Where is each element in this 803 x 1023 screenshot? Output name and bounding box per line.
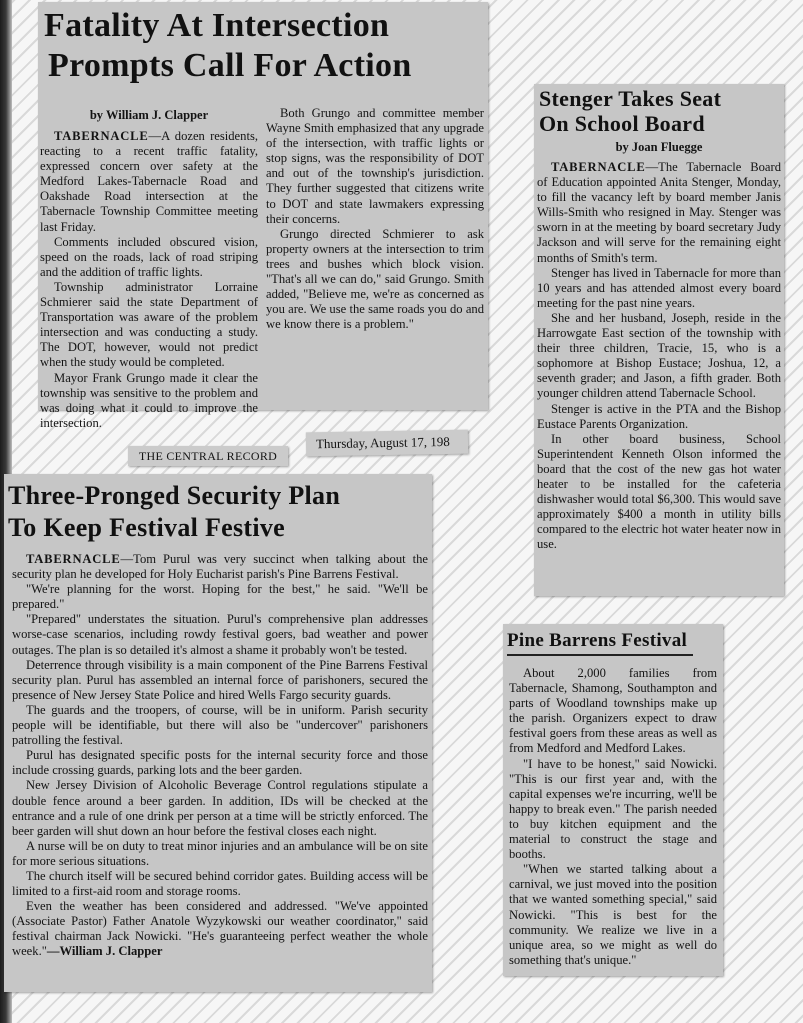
- fatality-para-3: Township administrator Lorraine Schmierer said the state Department of Transportation was aware of the problem intersection and was conducting a study. The DOT, however, would not predict when the study would be completed.: [40, 279, 258, 370]
- stenger-byline: by Joan Fluegge: [615, 140, 703, 154]
- paper-name: THE CENTRAL RECORD: [138, 449, 278, 463]
- fatality-byline: by William J. Clapper: [89, 108, 209, 122]
- fatality-para-5: Both Grungo and committee member Wayne Smith emphasized that any upgrade of the intersection, with traffic lights or stop signs, was the responsibility of DOT and out of the township's jurisdiction. They further suggested that citizens write to DOT and state lawmakers expressing their concerns.: [266, 106, 484, 226]
- pine-barrens-para-2: "I have to be honest," said Nowicki. "This is our first year and, with the capital expenses we're incurring, we'll be happy to break even." The parish needed to buy kitchen equipment and the material to construct the stage and booths.: [509, 756, 717, 862]
- security-para-6: Purul has designated specific posts for the internal security force and those include crossing guards, parking lots and the beer garden.: [12, 748, 428, 778]
- fatality-column-1: [40, 108, 258, 431]
- stenger-para-2: Stenger has lived in Tabernacle for more than 10 years and has attended almost every board meeting for the past nine years.: [537, 265, 781, 310]
- paper-name-clip: [128, 446, 288, 466]
- security-para-5: The guards and the troopers, of course, will be in uniform. Parish security people will be identifiable, but there will also be "undercover" parishoners patrolling the festival.: [12, 702, 428, 748]
- fatality-para-2: Comments included obscured vision, speed on the roads, lack of road striping and the addition of traffic lights.: [40, 234, 258, 279]
- security-para-3: "Prepared" understates the situation. Purul's comprehensive plan addresses worse-case scenarios, including rowdy festival goers, bad weather and power outages. The plan is so detailed it's almost a shame it probably won't be tested.: [12, 612, 428, 657]
- fatality-column-2: [266, 106, 484, 332]
- stenger-para-4: Stenger is active in the PTA and the Bishop Eustace Parents Organization.: [537, 401, 781, 431]
- pine-barrens-article: [503, 624, 723, 976]
- security-para-8: A nurse will be on duty to treat minor injuries and an ambulance will be on site for more serious situations.: [12, 838, 428, 868]
- stenger-para-3: She and her husband, Joseph, reside in the Harrowgate East section of the township with their three children, Tracie, 15, who is a sophomore at Bishop Eustace; Joshua, 12, a seventh grader; and Jason, a fifth grader. Both younger children attend Tabernacle School.: [537, 310, 781, 401]
- security-para-9: The church itself will be secured behind corridor gates. Building access will be limited to a first-aid room and storage rooms.: [12, 868, 428, 899]
- fatality-para-4: Mayor Frank Grungo made it clear the township was sensitive to the problem and was doing what it could to improve the intersection.: [40, 370, 258, 430]
- stenger-article: [534, 84, 784, 596]
- fatality-para-1: TABERNACLE—A dozen residents, reacting to a recent traffic fatality, expressed concern over safety at the Medford Lakes-Tabernacle Road and Oakshade Road intersection at the Tabernacle Township Committee meeting last Friday.: [40, 129, 258, 234]
- fatality-article: [38, 2, 488, 430]
- pine-barrens-para-3: "When we started talking about a carnival, we just moved into the position that we wanted something special," said Nowicki. "This is best for the community. We realize we live in a unique area, so we might as well do something that's unique.": [509, 862, 717, 967]
- fatality-headline: Fatality At Intersection Prompts Call For Action: [44, 7, 412, 84]
- security-para-10: Even the weather has been considered and addressed. "We've appointed (Associate Pastor) Father Anatole Wyzykowski our weather coordinator," said festival chairman Jack Nowicki. "He's guaranteeing perfect weather the whole week."—William J. Clapper: [12, 899, 428, 959]
- security-para-2: "We're planning for the worst. Hoping for the best," he said. "We'll be prepared.": [12, 582, 428, 612]
- pine-barrens-headline: Pine Barrens Festival: [507, 628, 693, 656]
- pine-barrens-para-1: About 2,000 families from Tabernacle, Shamong, Southampton and parts of Woodland townships make up the parish. Organizers expect to draw festival goers from these areas as well as from Medford and Medford Lakes.: [509, 666, 717, 756]
- stenger-headline-2: On School Board: [539, 111, 705, 136]
- security-headline-2: To Keep Festival Festive: [8, 513, 286, 542]
- security-para-7: New Jersey Division of Alcoholic Beverage Control regulations stipulate a double fence around a beer garden. In addition, IDs will be checked at the entrance and a rule of one drink per person at a time will be strictly enforced. The beer garden will shut down an hour before the festival closes each night.: [12, 778, 428, 838]
- pine-barrens-body: [509, 666, 717, 968]
- security-headline-1: Three-Pronged Security Plan: [8, 481, 341, 510]
- stenger-para-5: In other board business, School Superintendent Kenneth Olson informed the board that the cost of the new gas hot water heater to be installed for the cafeteria dishwasher would total $6,300. This would save approximately $400 a month in utility bills compared to the electric hot water heater now in use.: [537, 431, 781, 552]
- stenger-para-1: TABERNACLE—The Tabernacle Board of Education appointed Anita Stenger, Monday, to fill the vacancy left by board member Janis Wills-Smith who resigned in May. Stenger was sworn in at the meeting by board secretary Judy Jackson and will serve for the remaining eight months of Smith's term.: [537, 160, 781, 265]
- security-para-1: TABERNACLE—Tom Purul was very succinct when talking about the security plan he developed for Holy Eucharist parish's Pine Barrens Festival.: [12, 552, 428, 582]
- security-para-4: Deterrence through visibility is a main component of the Pine Barrens Festival security plan. Purul has assembled an internal force of parishoners, secured the presence of New Jersey State Police and hired Wells Fargo security guards.: [12, 657, 428, 702]
- stenger-body: [537, 160, 781, 552]
- issue-date: Thursday, August 17, 198: [315, 433, 450, 452]
- fatality-para-6: Grungo directed Schmierer to ask property owners at the intersection to trim trees and bushes which block vision. "That's all we can do," said Grungo. Smith added, "Believe me, we're as concerned as you are. We use the same roads you do and we know there is a problem.": [266, 226, 484, 332]
- security-article: [4, 474, 432, 992]
- stenger-headline-1: Stenger Takes Seat: [539, 86, 722, 111]
- security-body: [12, 552, 428, 960]
- date-clip: [306, 430, 468, 457]
